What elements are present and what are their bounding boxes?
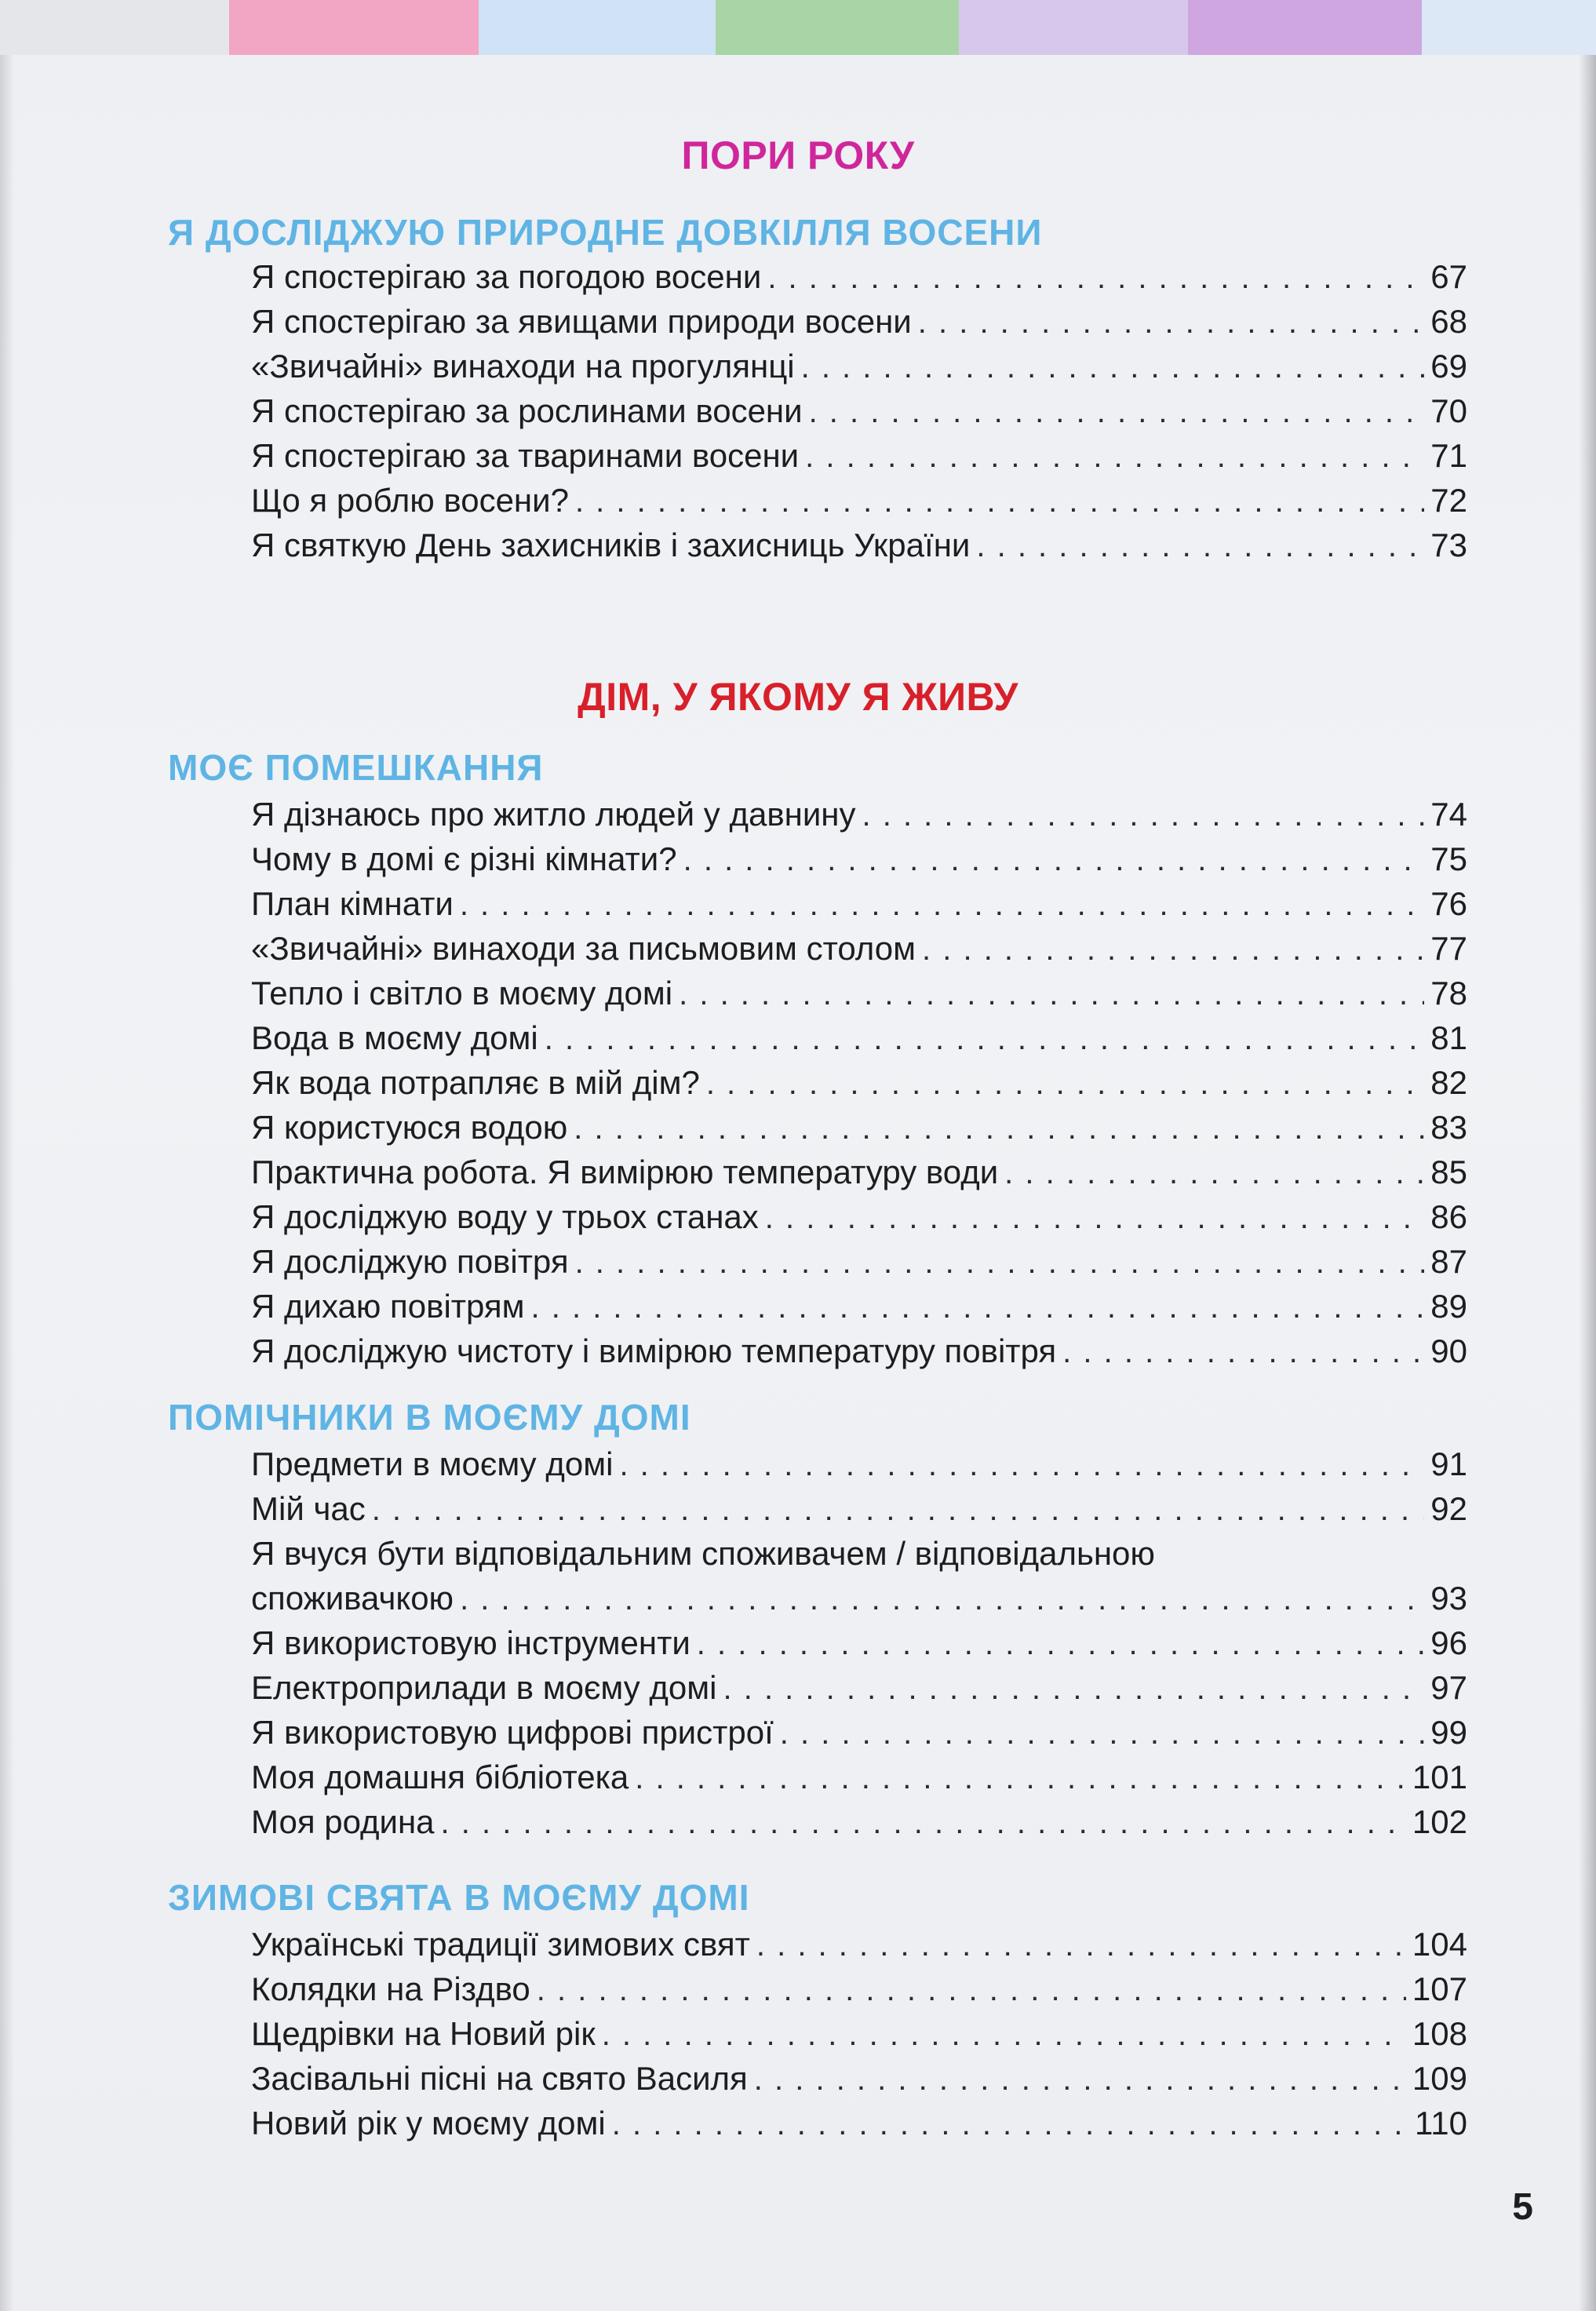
toc-entry-page: 102 — [1412, 1803, 1467, 1840]
toc-entry[interactable] — [251, 434, 1467, 479]
toc-entry[interactable] — [251, 1666, 1467, 1711]
toc-entry-title: Я спостерігаю за погодою восени — [251, 258, 762, 295]
toc-entry-title: Я дізнаюсь про житло людей у давнину — [251, 796, 856, 833]
toc-entry[interactable] — [251, 1923, 1467, 1967]
color-stripe — [959, 0, 1188, 55]
dot-leader — [574, 1106, 1424, 1150]
toc-entry-page: 77 — [1430, 930, 1467, 967]
toc-entry[interactable] — [251, 1711, 1467, 1755]
toc-entry-page: 90 — [1430, 1332, 1467, 1369]
toc-entry-title: Я досліджую чистоту і вимірюю температуру повітря — [251, 1332, 1057, 1369]
toc-entry-page: 73 — [1430, 527, 1467, 563]
toc-entry[interactable] — [251, 1577, 1467, 1621]
toc-entry-page: 107 — [1412, 1970, 1467, 2007]
color-stripe — [1422, 0, 1596, 55]
toc-entry[interactable] — [251, 1150, 1467, 1195]
toc-entry-title: Я користуюся водою — [251, 1109, 568, 1146]
toc-entry-title: Моя родина — [251, 1803, 435, 1840]
color-stripe — [0, 0, 229, 55]
toc-entry-page: 91 — [1430, 1445, 1467, 1482]
dot-leader — [372, 1488, 1425, 1532]
toc-entry[interactable] — [251, 837, 1467, 882]
toc-entry-page: 99 — [1430, 1714, 1467, 1751]
toc-entry[interactable] — [251, 1329, 1467, 1374]
toc-entry-title: Я спостерігаю за рослинами восени — [251, 392, 803, 429]
toc-entry-title: Засівальні пісні на свято Василя — [251, 2060, 748, 2097]
toc-entry[interactable] — [251, 1442, 1467, 1487]
toc-entry-title: Я досліджую воду у трьох станах — [251, 1198, 759, 1235]
dot-leader — [805, 435, 1424, 479]
toc-entry[interactable] — [251, 1800, 1467, 1845]
toc-entry-title: Як вода потрапляє в мій дім? — [251, 1064, 700, 1101]
color-stripe — [229, 0, 479, 55]
toc-entry-title: Практична робота. Я вимірюю температуру води — [251, 1154, 999, 1190]
dot-leader — [619, 1443, 1424, 1487]
toc-entry[interactable] — [251, 479, 1467, 523]
section-title: ЗИМОВІ СВЯТА В МОЄМУ ДОМІ — [168, 1877, 750, 1918]
part-title: ПОРИ РОКУ — [681, 133, 915, 177]
dot-leader — [765, 1196, 1425, 1240]
toc-entry-page: 78 — [1430, 975, 1467, 1012]
toc-entry-title: Я використовую цифрові пристрої — [251, 1714, 774, 1751]
dot-leader — [460, 883, 1424, 927]
toc-entry[interactable] — [251, 2101, 1467, 2146]
dot-leader — [635, 1756, 1406, 1800]
toc-entry-page: 69 — [1430, 348, 1467, 385]
toc-entry[interactable] — [251, 1061, 1467, 1106]
section-title: Я ДОСЛІДЖУЮ ПРИРОДНЕ ДОВКІЛЛЯ ВОСЕНИ — [168, 212, 1043, 253]
dot-leader — [801, 345, 1425, 389]
toc-entry[interactable] — [251, 1621, 1467, 1666]
toc-entry-title: Що я роблю восени? — [251, 482, 569, 519]
toc-entry-title: Мій час — [251, 1490, 366, 1527]
part-title: ДІМ, У ЯКОМУ Я ЖИВУ — [578, 675, 1018, 719]
dot-leader — [862, 793, 1424, 837]
section-title: ПОМІЧНИКИ В МОЄМУ ДОМІ — [168, 1397, 691, 1438]
toc-entry-page: 87 — [1430, 1243, 1467, 1280]
toc-entry-title: «Звичайні» винаходи на прогулянці — [251, 348, 795, 385]
toc-entry-page: 101 — [1412, 1759, 1467, 1795]
dot-leader — [1004, 1151, 1424, 1195]
toc-entry[interactable] — [251, 523, 1467, 568]
toc-entry[interactable] — [251, 1285, 1467, 1329]
toc-entry-title: Електроприлади в моєму домі — [251, 1669, 717, 1706]
toc-entry-title: Предмети в моєму домі — [251, 1445, 614, 1482]
toc-entry-page: 71 — [1430, 437, 1467, 474]
dot-leader — [1062, 1330, 1424, 1374]
toc-entry-title: Я вчуся бути відповідальним споживачем / відповідальною — [251, 1535, 1155, 1572]
toc-entry-title: Я дихаю повітрям — [251, 1288, 525, 1325]
toc-entry[interactable] — [251, 300, 1467, 344]
dot-leader — [756, 1923, 1406, 1967]
dot-leader — [723, 1667, 1424, 1711]
toc-entry[interactable] — [251, 882, 1467, 927]
toc-entry[interactable] — [251, 1106, 1467, 1150]
toc-entry-title: Тепло і світло в моєму домі — [251, 975, 673, 1012]
toc-entry[interactable] — [251, 1487, 1467, 1532]
toc-entry-page: 108 — [1412, 2015, 1467, 2052]
toc-entry[interactable] — [251, 971, 1467, 1016]
dot-leader — [697, 1622, 1425, 1666]
toc-entry-page: 97 — [1430, 1669, 1467, 1706]
toc-entry-title: Моя домашня бібліотека — [251, 1759, 629, 1795]
toc-entry[interactable] — [251, 1967, 1467, 2012]
toc-entry-page: 74 — [1430, 796, 1467, 833]
toc-entry-title: Я досліджую повітря — [251, 1243, 569, 1280]
toc-entry-page: 93 — [1430, 1580, 1467, 1617]
toc-entry-page: 72 — [1430, 482, 1467, 519]
toc-entry-title: Я спостерігаю за явищами природи восени — [251, 303, 912, 340]
toc-entry-title: Чому в домі є різні кімнати? — [251, 840, 677, 877]
dot-leader — [545, 1017, 1425, 1061]
page-number: 5 — [1512, 2186, 1533, 2228]
toc-entry[interactable] — [251, 927, 1467, 971]
toc-entry-page: 76 — [1430, 885, 1467, 922]
dot-leader — [531, 1285, 1425, 1329]
dot-leader — [612, 2102, 1408, 2146]
page-shadow-right — [1579, 55, 1596, 2311]
toc-entry-page: 89 — [1430, 1288, 1467, 1325]
toc-entry[interactable] — [251, 255, 1467, 300]
toc-entry-title: Новий рік у моєму домі — [251, 2105, 606, 2142]
toc-entry-page: 75 — [1430, 840, 1467, 877]
dot-leader — [441, 1801, 1406, 1845]
toc-entry[interactable] — [251, 2012, 1467, 2057]
toc-entry-page: 83 — [1430, 1109, 1467, 1146]
dot-leader — [922, 928, 1424, 971]
toc-entry-page: 70 — [1430, 392, 1467, 429]
toc-entry[interactable] — [251, 1016, 1467, 1061]
toc-entry-title: Щедрівки на Новий рік — [251, 2015, 596, 2052]
color-stripe — [479, 0, 716, 55]
toc-entry-title: Я спостерігаю за тваринами восени — [251, 437, 800, 474]
toc-entry[interactable] — [251, 2057, 1467, 2101]
toc-entry[interactable] — [251, 1195, 1467, 1240]
dot-leader — [809, 390, 1425, 434]
toc-entry-page: 110 — [1415, 2105, 1467, 2142]
toc-entry-page: 96 — [1430, 1624, 1467, 1661]
section-title: МОЄ ПОМЕШКАННЯ — [168, 747, 544, 788]
toc-entry-page: 85 — [1430, 1154, 1467, 1190]
toc-entry-title: Українські традиції зимових свят — [251, 1926, 750, 1963]
dot-leader — [679, 972, 1424, 1016]
toc-entry[interactable] — [251, 344, 1467, 389]
toc-entry[interactable] — [251, 793, 1467, 837]
dot-leader — [976, 524, 1424, 568]
dot-leader — [683, 838, 1425, 882]
dot-leader — [767, 256, 1424, 300]
toc-entry[interactable] — [251, 1755, 1467, 1800]
dot-leader — [918, 301, 1425, 344]
dot-leader — [537, 1968, 1406, 2012]
toc-entry-page: 68 — [1430, 303, 1467, 340]
toc-entry-page: 67 — [1430, 258, 1467, 295]
page-shadow-left — [0, 55, 14, 2311]
toc-entry-title: «Звичайні» винаходи за письмовим столом — [251, 930, 916, 967]
dot-leader — [575, 479, 1424, 523]
toc-entry-title: споживачкою — [251, 1580, 454, 1617]
dot-leader — [754, 2058, 1406, 2101]
dot-leader — [780, 1711, 1425, 1755]
toc-entry-page: 109 — [1412, 2060, 1467, 2097]
color-stripe — [716, 0, 959, 55]
toc-entry-title: Я святкую День захисників і захисниць України — [251, 527, 971, 563]
dot-leader — [460, 1577, 1424, 1621]
top-color-stripes — [0, 0, 1596, 55]
toc-entry-page: 92 — [1430, 1490, 1467, 1527]
toc-entry-title: Вода в моєму домі — [251, 1019, 538, 1056]
toc-entry-title: Колядки на Різдво — [251, 1970, 530, 2007]
toc-entry-page: 104 — [1412, 1926, 1467, 1963]
toc-entry-page: 82 — [1430, 1064, 1467, 1101]
dot-leader — [602, 2013, 1406, 2057]
dot-leader — [575, 1241, 1425, 1285]
toc-entry-page: 81 — [1430, 1019, 1467, 1056]
toc-entry-title: Я використовую інструменти — [251, 1624, 691, 1661]
toc-entry[interactable] — [251, 389, 1467, 434]
toc-entry-page: 86 — [1430, 1198, 1467, 1235]
toc-entry-title: План кімнати — [251, 885, 454, 922]
toc-entry[interactable] — [251, 1240, 1467, 1285]
color-stripe — [1188, 0, 1422, 55]
dot-leader — [706, 1062, 1424, 1106]
